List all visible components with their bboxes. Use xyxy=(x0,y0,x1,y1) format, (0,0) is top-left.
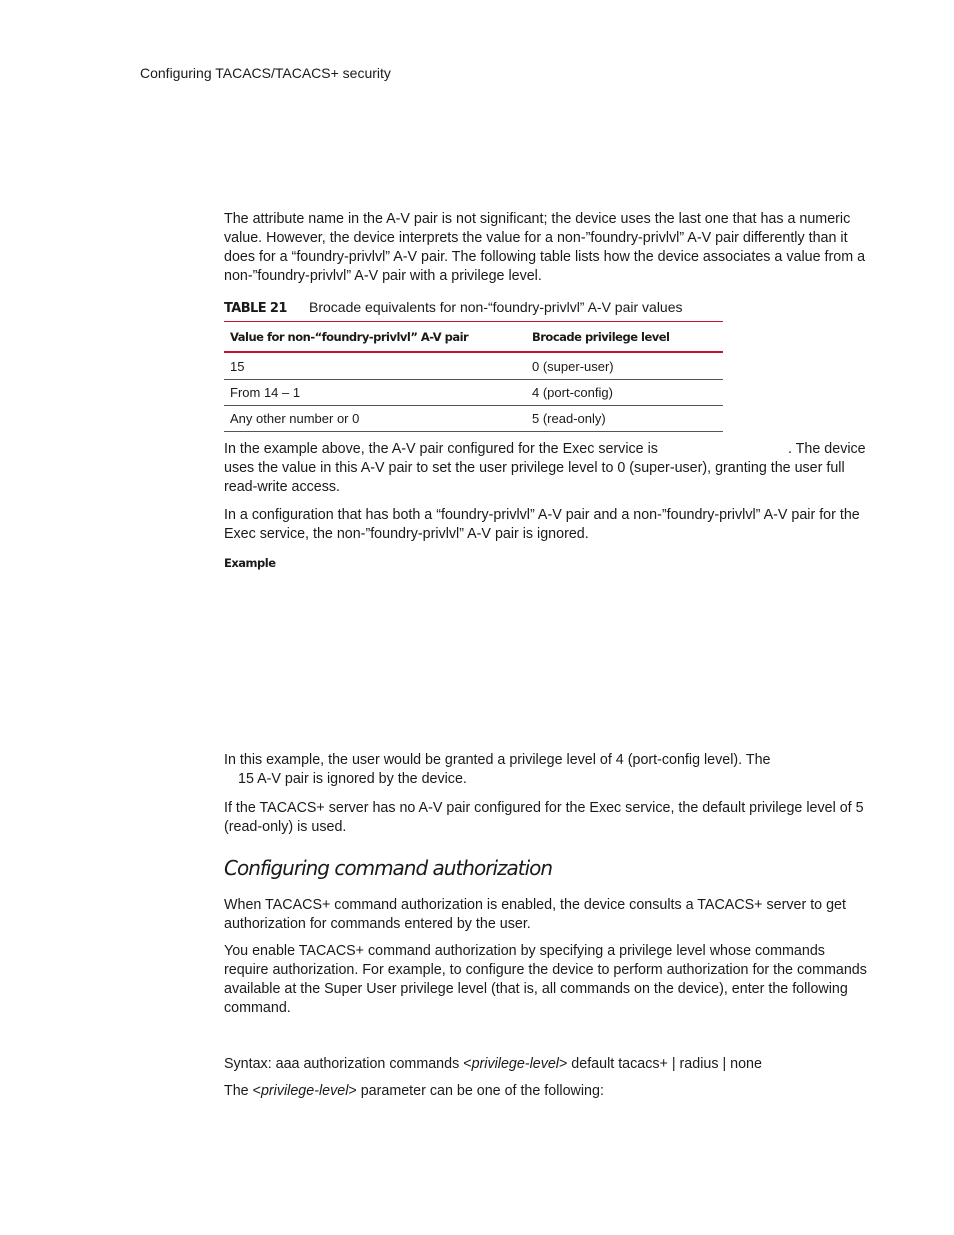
paragraph-example-above-start: In the example above, the A-V pair configured for the Exec service is xyxy=(224,441,658,457)
table-header-privilege: Brocade privilege level xyxy=(526,322,723,353)
table-row xyxy=(224,380,723,406)
paragraph-in-this-example-line2: 15 A-V pair is ignored by the device. xyxy=(238,771,467,787)
table-cell: 5 (read-only) xyxy=(526,406,723,432)
syntax-prefix: Syntax: aaa authorization commands < xyxy=(224,1056,472,1072)
paragraph-both-pairs: In a configuration that has both a “foundry-privlvl” A-V pair and a non-”foundry-privlvl” A-V pair for the Exec service, the non-”foundry-privlvl” A-V pair is ignored. xyxy=(224,507,860,542)
privilege-table xyxy=(224,321,723,432)
paragraph-enable-authorization: You enable TACACS+ command authorization by specifying a privilege level whose commands require authorization. For example, to configure the device to perform authorization for the commands available at the Super User privilege level (that is, all commands on the device), enter the following command. xyxy=(224,943,867,1016)
table-cell: 0 (super-user) xyxy=(526,352,723,380)
paragraph-attribute-name: The attribute name in the A-V pair is not significant; the device uses the last one that has a numeric value. However, the device interprets the value for a non-”foundry-privlvl” A-V pair differently than it does for a “foundry-privlvl” A-V pair. The following table lists how the device associates a value from a non-”foundry-privlvl” A-V pair with a privilege level. xyxy=(224,211,866,284)
paragraph-in-this-example xyxy=(224,751,870,789)
table-row xyxy=(224,406,723,432)
paragraph-example-above-end: . The device xyxy=(788,441,866,457)
table-number: TABLE 21 xyxy=(224,301,287,316)
section-heading: Configuring command authorization xyxy=(224,856,553,880)
table-row xyxy=(224,352,723,380)
table-header-value: Value for non-“foundry-privlvl” A-V pair xyxy=(224,322,526,353)
param-text-start: The < xyxy=(224,1083,261,1099)
table-cell: 15 xyxy=(224,352,526,380)
table-title: Brocade equivalents for non-“foundry-privlvl” A-V pair values xyxy=(309,299,683,315)
paragraph-command-authorization: When TACACS+ command authorization is enabled, the device consults a TACACS+ server to get authorization for commands entered by the user. xyxy=(224,897,846,932)
paragraph-in-this-example-line1: In this example, the user would be granted a privilege level of 4 (port-config level). The xyxy=(224,752,771,768)
param-text-end: > parameter can be one of the following: xyxy=(348,1083,604,1099)
paragraph-example-above-rest: uses the value in this A-V pair to set the user privilege level to 0 (super-user), granting the user full read-write access. xyxy=(224,460,845,495)
table-cell: Any other number or 0 xyxy=(224,406,526,432)
table-cell: 4 (port-config) xyxy=(526,380,723,406)
running-header: Configuring TACACS/TACACS+ security xyxy=(140,65,391,81)
paragraph-default-privilege: If the TACACS+ server has no A-V pair configured for the Exec service, the default privilege level of 5 (read-only) is used. xyxy=(224,800,864,835)
paragraph-privilege-level-param xyxy=(224,1082,870,1101)
syntax-param: privilege-level xyxy=(471,1056,559,1072)
paragraph-example-above xyxy=(224,440,870,497)
table-caption xyxy=(224,299,683,316)
example-label: Example xyxy=(224,556,276,570)
syntax-suffix: > default tacacs+ | radius | none xyxy=(558,1056,762,1072)
table-cell: From 14 – 1 xyxy=(224,380,526,406)
param-text-name: privilege-level xyxy=(260,1083,349,1099)
syntax-line xyxy=(224,1056,762,1072)
